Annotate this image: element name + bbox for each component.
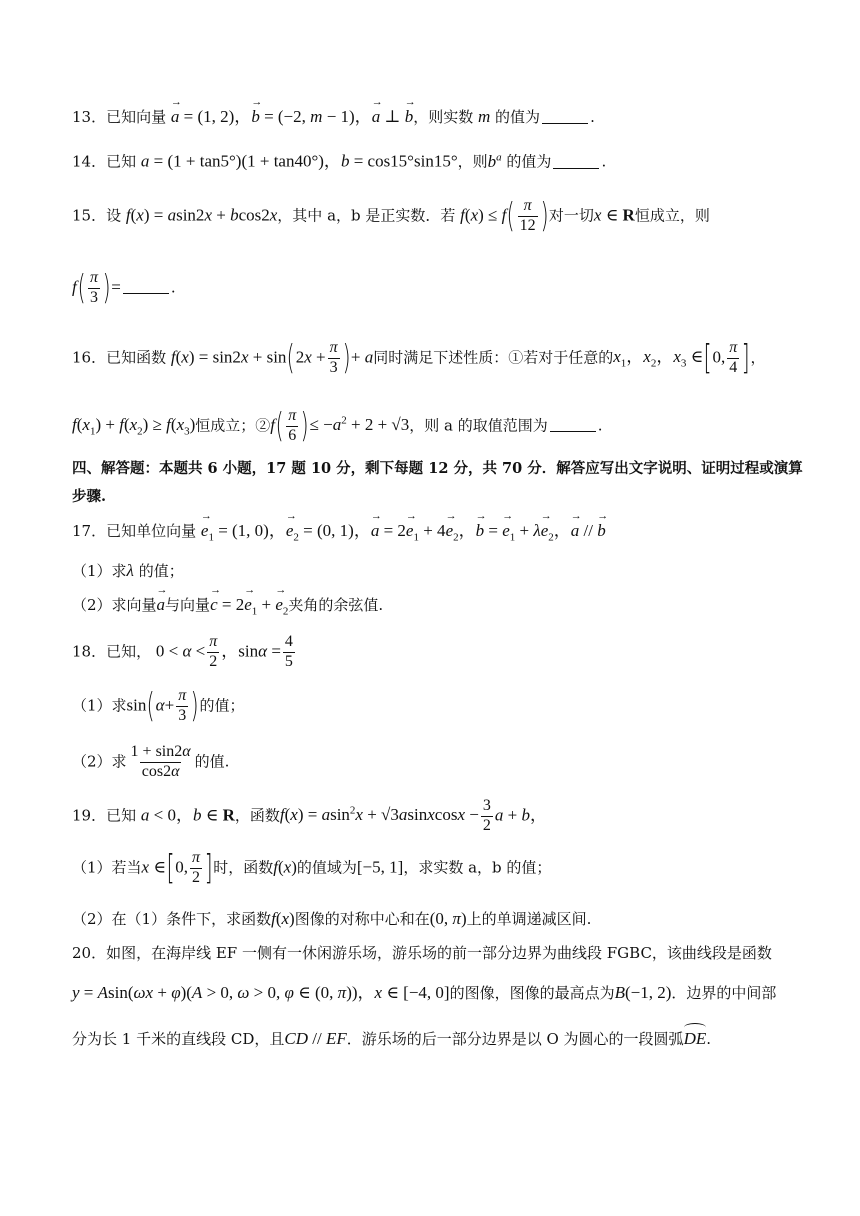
section-heading-cont: 步骤. xyxy=(72,488,107,505)
problem-19-q2: （2）在（1）条件下，求函数f(x)图像的对称中心和在(0, π)上的单调递减区间. xyxy=(72,909,592,928)
problem-20: 20．如图，在海岸线 EF 一侧有一休闲游乐场，游乐场的前一部分边界为曲线段 FGBC，该曲线段是函数 xyxy=(72,944,772,962)
problem-18-q2: （2）求 $\frac{1 + \sin 2\alpha}{\cos 2\alpha}$ 的值. xyxy=(72,743,230,780)
problem-16-cont: $f(x_1) + f(x_2) \ge f(x_3)$恒成立；②f( $\frac{\pi}{6}$ )≤ $-a^2 + 2 + √3$，则 a 的取值范围为 . xyxy=(72,406,603,447)
answer-blank xyxy=(553,168,599,169)
problem-19: 19．已知 a < 0，b ∈ R，函数f(x) = asin$^2$x + √3asinxcosx − $\frac{3}{2}$ a + b， xyxy=(72,797,547,834)
problem-17-q1: （1）求λ 的值； xyxy=(72,561,184,580)
problem-20-line2: y = Asin(ωx + φ)(A > 0, ω > 0, φ ∈ (0, π))，x ∈ [−4, 0]的图像，图像的最高点为B(−1, 2)．边界的中间部 xyxy=(72,983,777,1002)
answer-blank xyxy=(123,293,169,294)
problem-18-q1: （1）求sin(α+ $\frac{\pi}{3}$ )的值； xyxy=(72,686,245,727)
problem-13: 13．已知向量 → a = (1, 2)，→ b = (−2, m − 1)，→ a ⊥ → b，则实数 m 的值为 . xyxy=(72,108,595,125)
answer-blank xyxy=(550,431,596,432)
problem-15: 15．设 f(x) = asin2x + bcos2x，其中 a，b 是正实数．若 f(x) ≤ f( $\frac{\pi}{12}$ )对一切x ∈ R恒成立，则 xyxy=(72,196,710,237)
problem-20-line3: 分为长 1 千米的直线段 CD，且CD // EF．游乐场的后一部分边界是以 O 为圆心的一段圆弧DE. xyxy=(72,1029,712,1048)
problem-14: 14．已知 a = (1 + tan5°)(1 + tan40°)，b = cos15°sin15°，则$b^a$ 的值为 . xyxy=(72,151,607,171)
section-heading: 四、解答题：本题共 6 小题，17 题 10 分，剩下每题 12 分，共 70 分．解答应写出文字说明、证明过程或演算 xyxy=(72,460,803,477)
problem-17-q2: （2）求向量→ a与向量→ $c = 2\to e_1$ + → $e_2$夹角的余弦值. xyxy=(72,596,383,617)
problem-19-q1: （1）若当x ∈[0, $\frac{\pi}{2}$ ]时，函数f(x)的值域为[−5, 1]，求实数 a，b 的值； xyxy=(72,848,552,889)
problem-18: 18．已知， 0 < α < $\frac{\pi}{2}$ ，sinα = $\frac{4}{5}$ xyxy=(72,633,293,670)
problem-17: 17．已知单位向量 → $e_1 = (1$, 0)，→ $e_2 = (0$, 1)，→ $a = 2\to e_1 + 4\to e_2$，→ b = → $e_1 + \lambda\to e_2$，→ a // → b xyxy=(72,522,606,543)
problem-16: 16．已知函数 f(x) = sin2x + sin(2x + $\frac{\pi}{3}$ )+ a同时满足下述性质：①若对于任意的$x_1$，$x_2$，$x_3$ ∈[0, $\frac{\pi}{4}$ ]， xyxy=(72,338,766,379)
problem-15-answer: f( $\frac{\pi}{3}$ )= . xyxy=(72,268,176,309)
answer-blank xyxy=(542,123,588,124)
